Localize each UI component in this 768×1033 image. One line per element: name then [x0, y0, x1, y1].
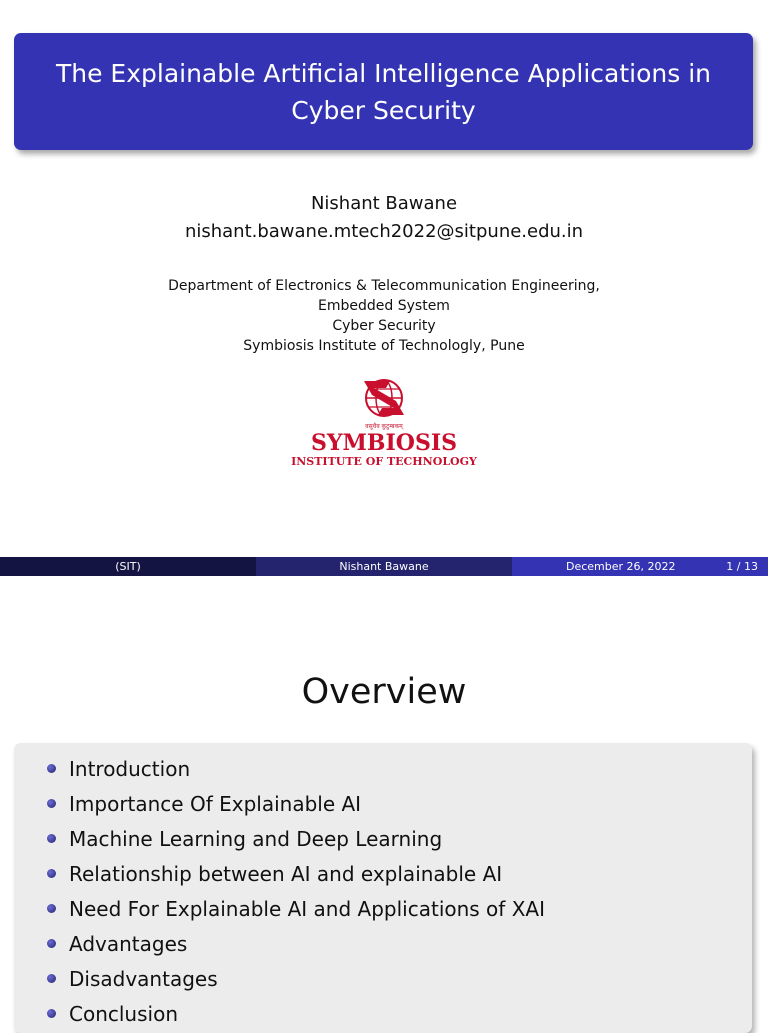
bullet-icon — [47, 869, 56, 878]
bullet-icon — [47, 764, 56, 773]
bullet-icon — [47, 799, 56, 808]
list-item-text: Importance Of Explainable AI — [69, 791, 362, 816]
list-item-text: Conclusion — [69, 1001, 178, 1026]
author-email: nishant.bawane.mtech2022@sitpune.edu.in — [184, 221, 584, 242]
slide-footer — [0, 557, 768, 576]
symbiosis-globe-icon — [360, 375, 408, 421]
presentation-title: The Explainable Artificial Intelligence Applications in Cyber Security — [55, 58, 712, 125]
list-item-text: Machine Learning and Deep Learning — [69, 826, 443, 851]
institute-block — [0, 276, 768, 356]
bullet-icon — [47, 1009, 56, 1018]
bullet-icon — [47, 834, 56, 843]
slide-overview — [0, 576, 768, 1024]
footer-date: December 26, 2022 — [566, 560, 676, 573]
footer-date-page — [512, 557, 768, 576]
logo-subtitle: INSTITUTE OF TECHNOLOGY — [291, 455, 477, 468]
list-item-text: Disadvantages — [69, 966, 218, 991]
list-item — [47, 891, 752, 926]
author-name: Nishant Bawane — [310, 193, 458, 214]
overview-box — [14, 743, 752, 1033]
footer-institute: (SIT) — [0, 557, 256, 576]
list-item — [47, 821, 752, 856]
list-item — [47, 751, 752, 786]
symbiosis-logo — [284, 375, 484, 475]
logo-tagline: वसुधैव कुटुम्बकम् — [365, 423, 403, 430]
bullet-icon — [47, 904, 56, 913]
institute-line-institute: Symbiosis Institute of Technologly, Pune — [243, 338, 525, 354]
institute-line-department: Department of Electronics & Telecommunication Engineering, — [168, 278, 600, 294]
footer-page-number: 1 / 13 — [726, 560, 758, 573]
bullet-icon — [47, 939, 56, 948]
overview-list — [14, 743, 752, 1031]
list-item-text: Relationship between AI and explainable AI — [69, 861, 503, 886]
list-item — [47, 856, 752, 891]
institute-line-program: Embedded System — [318, 298, 450, 314]
list-item-text: Need For Explainable AI and Applications of XAI — [69, 896, 545, 921]
list-item — [47, 926, 752, 961]
bullet-icon — [47, 974, 56, 983]
list-item — [47, 786, 752, 821]
title-block — [14, 33, 753, 150]
list-item-text: Advantages — [69, 931, 188, 956]
logo-name: SYMBIOSIS — [310, 430, 458, 456]
list-item — [47, 996, 752, 1031]
footer-author: Nishant Bawane — [256, 557, 512, 576]
overview-title: Overview — [301, 672, 467, 712]
list-item-text: Introduction — [69, 756, 191, 781]
institute-line-specialization: Cyber Security — [332, 318, 436, 334]
list-item — [47, 961, 752, 996]
